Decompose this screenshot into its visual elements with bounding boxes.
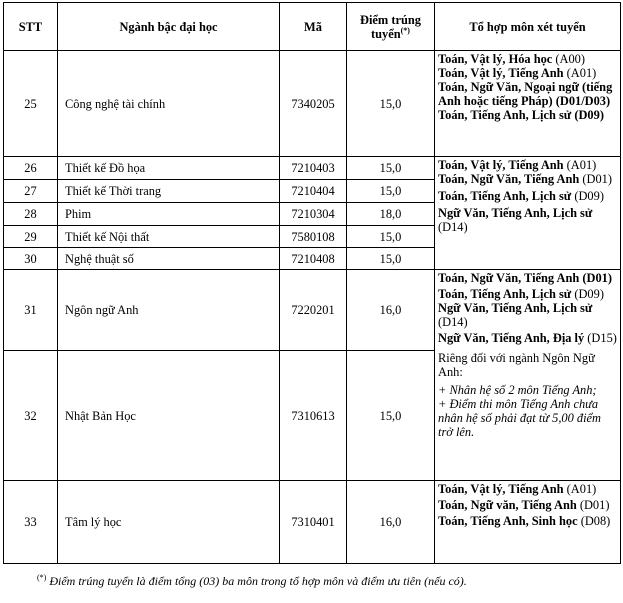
table-row xyxy=(4,51,621,157)
combo-item: Toán, Ngữ văn, Tiếng Anh (D01) xyxy=(438,498,610,512)
combo-item: Toán, Tiếng Anh, Lịch sử (D09) xyxy=(438,189,604,203)
row-code: 7210404 xyxy=(280,180,347,203)
row-major: Tâm lý học xyxy=(58,481,280,564)
combo-cell-26-30 xyxy=(435,157,621,270)
row-score: 15,0 xyxy=(347,180,435,203)
row-score: 16,0 xyxy=(347,270,435,351)
row-major: Thiết kế Thời trang xyxy=(58,180,280,203)
row-code: 7210304 xyxy=(280,203,347,226)
row-code: 7310613 xyxy=(280,351,347,481)
header-score xyxy=(347,3,435,51)
combo-cell-33 xyxy=(435,481,621,564)
combo-item: Ngữ Văn, Tiếng Anh, Lịch sử (D14) xyxy=(438,301,593,329)
combo-item: Toán, Vật lý, Tiếng Anh (A01) xyxy=(438,158,597,172)
combo-item: Toán, Ngữ Văn, Tiếng Anh (D01) xyxy=(438,172,612,186)
row-code: 7580108 xyxy=(280,226,347,248)
row-stt: 28 xyxy=(4,203,58,226)
footnote-text: Điểm trúng tuyển là điểm tổng (03) ba môn trong tổ hợp môn và điểm ưu tiên (nếu có). xyxy=(46,574,467,588)
row-stt: 26 xyxy=(4,157,58,180)
combo-item: Toán, Vật lý, Tiếng Anh (A01) xyxy=(438,482,597,496)
english-note-intro: Riêng đối với ngành Ngôn Ngữ Anh: xyxy=(438,351,595,379)
combo-item: Toán, Vật lý, Hóa học (A00) xyxy=(438,52,585,66)
row-stt: 29 xyxy=(4,226,58,248)
row-stt: 27 xyxy=(4,180,58,203)
row-code: 7220201 xyxy=(280,270,347,351)
row-code: 7210408 xyxy=(280,248,347,270)
row-stt: 32 xyxy=(4,351,58,481)
footnote xyxy=(37,574,467,589)
table-row xyxy=(4,481,621,564)
header-score-line1: Điểm trúng xyxy=(360,12,421,27)
combo-cell-31-32 xyxy=(435,270,621,481)
row-stt: 31 xyxy=(4,270,58,351)
row-score: 18,0 xyxy=(347,203,435,226)
row-score: 15,0 xyxy=(347,51,435,157)
row-score: 15,0 xyxy=(347,157,435,180)
english-note-line2: + Điểm thi môn Tiếng Anh chưa nhân hệ số phải đạt từ 5,00 điểm trở lên. xyxy=(438,397,602,439)
row-stt: 33 xyxy=(4,481,58,564)
row-score: 15,0 xyxy=(347,248,435,270)
combo-cell-25 xyxy=(435,51,621,157)
footnote-mark: (*) xyxy=(37,573,47,582)
table-header-row xyxy=(4,3,621,51)
header-score-mark: (*) xyxy=(400,25,410,35)
combo-item: Toán, Vật lý, Tiếng Anh (A01) xyxy=(438,66,597,80)
table-row xyxy=(4,270,621,351)
row-code: 7310401 xyxy=(280,481,347,564)
combo-item: Toán, Tiếng Anh, Lịch sử (D09) xyxy=(438,108,604,122)
row-score: 15,0 xyxy=(347,226,435,248)
row-major: Nhật Bản Học xyxy=(58,351,280,481)
row-stt: 30 xyxy=(4,248,58,270)
combo-item: Ngữ Văn, Tiếng Anh, Lịch sử (D14) xyxy=(438,206,593,234)
combo-item: Toán, Tiếng Anh, Sinh học (D08) xyxy=(438,514,611,528)
row-major: Phim xyxy=(58,203,280,226)
row-score: 16,0 xyxy=(347,481,435,564)
english-note-line1: + Nhân hệ số 2 môn Tiếng Anh; xyxy=(438,383,597,397)
admission-score-table xyxy=(3,2,621,564)
header-score-line2: tuyển xyxy=(371,26,401,41)
row-major: Ngôn ngữ Anh xyxy=(58,270,280,351)
table-row xyxy=(4,157,621,180)
header-combo: Tổ hợp môn xét tuyển xyxy=(435,3,621,51)
combo-item: Toán, Tiếng Anh, Lịch sử (D09) xyxy=(438,287,604,301)
row-score: 15,0 xyxy=(347,351,435,481)
row-stt: 25 xyxy=(4,51,58,157)
header-stt: STT xyxy=(4,3,58,51)
row-major: Công nghệ tài chính xyxy=(58,51,280,157)
row-major: Nghệ thuật số xyxy=(58,248,280,270)
row-code: 7210403 xyxy=(280,157,347,180)
header-major: Ngành bậc đại học xyxy=(58,3,280,51)
row-major: Thiết kế Đồ họa xyxy=(58,157,280,180)
header-code: Mã xyxy=(280,3,347,51)
combo-item: Toán, Ngữ Văn, Tiếng Anh (D01) xyxy=(438,271,612,285)
combo-item: Toán, Ngữ Văn, Ngoại ngữ (tiếng Anh hoặc tiếng Pháp) (D01/D03) xyxy=(438,80,613,108)
combo-item: Ngữ Văn, Tiếng Anh, Địa lý (D15) xyxy=(438,331,617,345)
row-major: Thiết kế Nội thất xyxy=(58,226,280,248)
row-code: 7340205 xyxy=(280,51,347,157)
